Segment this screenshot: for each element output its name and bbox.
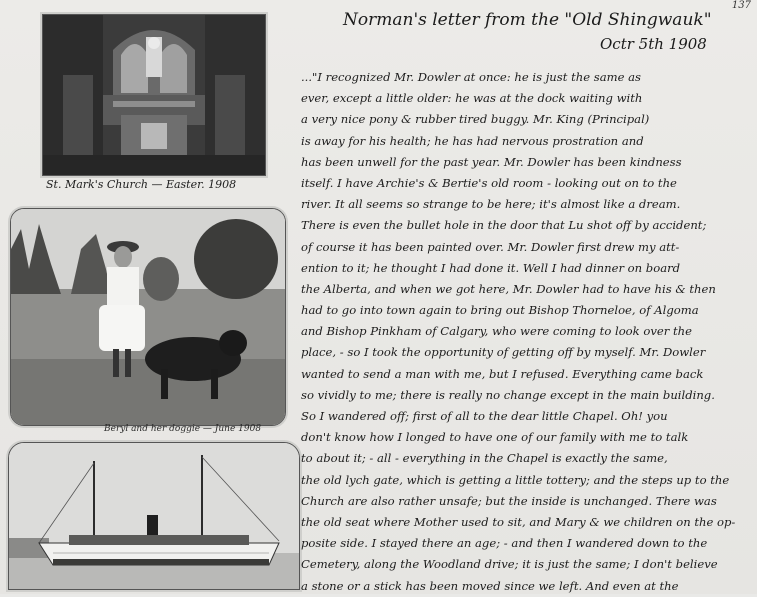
page-number: 137 xyxy=(731,0,751,11)
letter-line: river. It all seems so strange to be here; it's almost like a dream. xyxy=(301,197,681,212)
letter-line: wanted to send a man with me, but I refused. Everything came back xyxy=(301,366,704,381)
letter-line: a stone or a stick has been moved since we left. And even at the xyxy=(301,578,679,593)
letter-line: to about it; - all - everything in the Chapel is exactly the same, xyxy=(301,451,668,466)
letter-line: of course it has been painted over. Mr. Dowler first drew my att- xyxy=(301,239,680,254)
letter-line: ..."I recognized Mr. Dowler at once: he is just the same as xyxy=(301,70,642,84)
letter-line: ention to it; he thought I had done it. Well I had dinner on board xyxy=(301,260,681,275)
letter-line: has been unwell for the past year. Mr. Dowler has been kindness xyxy=(301,154,682,169)
letter-line: itself. I have Archie's & Bertie's old room - looking out on to the xyxy=(301,175,677,190)
church-photo-caption: St. Mark's Church — Easter. 1908 xyxy=(46,178,237,191)
letter-line: ever, except a little older: he was at the dock waiting with xyxy=(301,91,643,106)
church-interior-photo xyxy=(42,14,266,176)
letter-body xyxy=(301,67,751,597)
letter-line: place, - so I took the opportunity of getting off by myself. Mr. Dowler xyxy=(301,345,706,360)
girl-photo-caption: Beryl and her doggie — June 1908 xyxy=(104,424,262,434)
letter-line: Church are also rather unsafe; but the inside is unchanged. There was xyxy=(301,493,717,508)
letter-line: the old seat where Mother used to sit, and Mary & we children on the op- xyxy=(301,514,736,529)
girl-and-dog-photo xyxy=(10,208,286,426)
letter-line: the old lych gate, which is getting a little tottery; and the steps up to the xyxy=(301,472,730,487)
letter-line: So I wandered off; first of all to the dear little Chapel. Oh! you xyxy=(301,409,668,423)
letter-line: a very nice pony & rubber tired buggy. Mr. King (Principal) xyxy=(301,112,650,127)
letter-line: is away for his health; he has had nervous prostration and xyxy=(301,133,644,148)
letter-date: Octr 5th 1908 xyxy=(600,35,707,53)
letter-line: and Bishop Pinkham of Calgary, who were coming to look over the xyxy=(301,324,692,339)
letter-line: so vividly to me; there is really no change except in the main building. xyxy=(301,387,715,402)
letter-line: had to go into town again to bring out Bishop Thorneloe, of Algoma xyxy=(301,303,699,318)
letter-line: posite side. I stayed there an age; - and then I wandered down to the xyxy=(301,536,708,551)
letter-title: Norman's letter from the "Old Shingwauk" xyxy=(343,10,712,30)
steamship-photo xyxy=(8,442,300,590)
letter-line: don't know how I longed to have one of our family with me to talk xyxy=(301,430,689,445)
letter-line: Cemetery, along the Woodland drive; it is just the same; I don't believe xyxy=(301,557,718,572)
letter-line: the Alberta, and when we got here, Mr. Dowler had to have his & then xyxy=(301,281,716,296)
letter-line: There is even the bullet hole in the door that Lu shot off by accident; xyxy=(301,218,707,233)
